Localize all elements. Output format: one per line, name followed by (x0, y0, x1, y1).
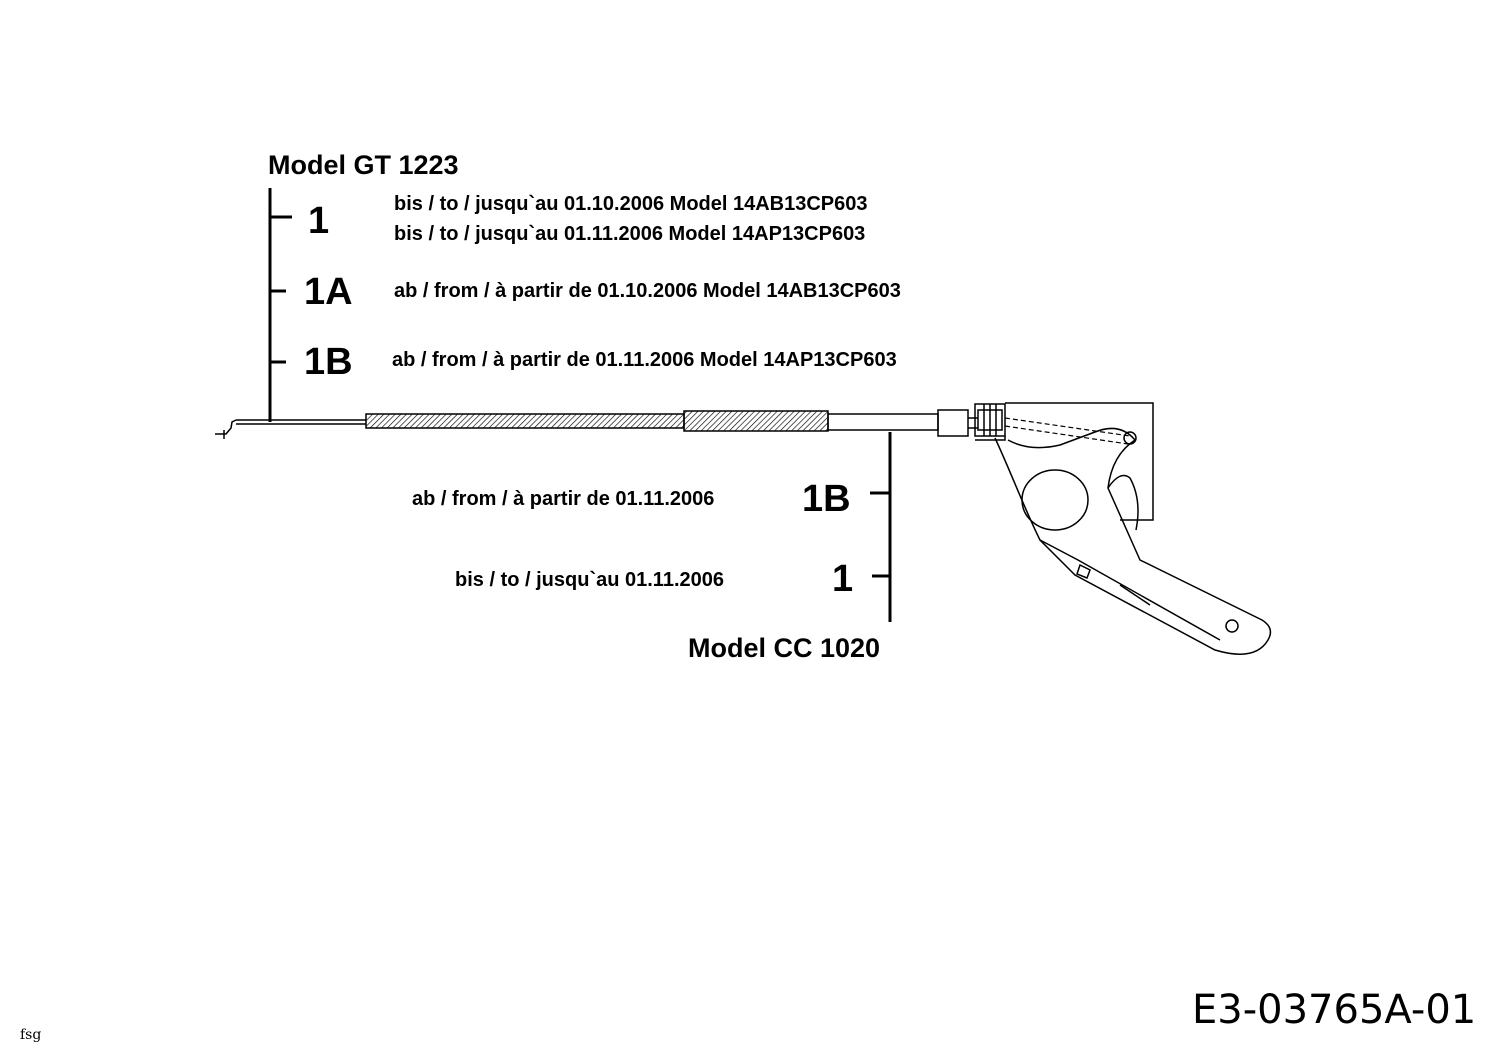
upper-bracket (270, 188, 292, 422)
cable-connector (975, 404, 1005, 440)
upper-item-1-number: 1 (308, 200, 330, 242)
lower-item-1b-number: 1B (802, 478, 851, 520)
mounting-plate (1005, 403, 1153, 520)
lever-arm (995, 428, 1270, 654)
lower-bracket (870, 432, 890, 622)
upper-item-1-line2: bis / to / jusqu`au 01.11.2006 Model 14AP13CP603 (394, 223, 866, 245)
document-id: E3-03765A-01 (1192, 987, 1477, 1033)
lower-model-label: Model CC 1020 (688, 633, 881, 663)
cable-sleeve (828, 410, 978, 436)
cable-sheath-1 (366, 414, 684, 428)
upper-item-1a-number: 1A (304, 271, 353, 313)
upper-item-1a-text: ab / from / à partir de 01.10.2006 Model 14AB13CP603 (394, 280, 901, 302)
cable-hook (215, 420, 236, 439)
upper-item-1b-text: ab / from / à partir de 01.11.2006 Model 14AP13CP603 (392, 349, 897, 371)
cable-sheath-2 (684, 411, 828, 431)
upper-item-1b-number: 1B (304, 341, 353, 383)
inner-wire (236, 420, 366, 424)
upper-model-label: Model GT 1223 (268, 150, 459, 180)
spring (1005, 418, 1130, 444)
upper-item-1-line1: bis / to / jusqu`au 01.10.2006 Model 14AB13CP603 (394, 193, 868, 215)
footer-mark: fsg (20, 1027, 42, 1043)
lower-item-1b-text: ab / from / à partir de 01.11.2006 (412, 488, 715, 510)
lower-item-1-text: bis / to / jusqu`au 01.11.2006 (455, 569, 724, 591)
lower-item-1-number: 1 (832, 558, 854, 600)
